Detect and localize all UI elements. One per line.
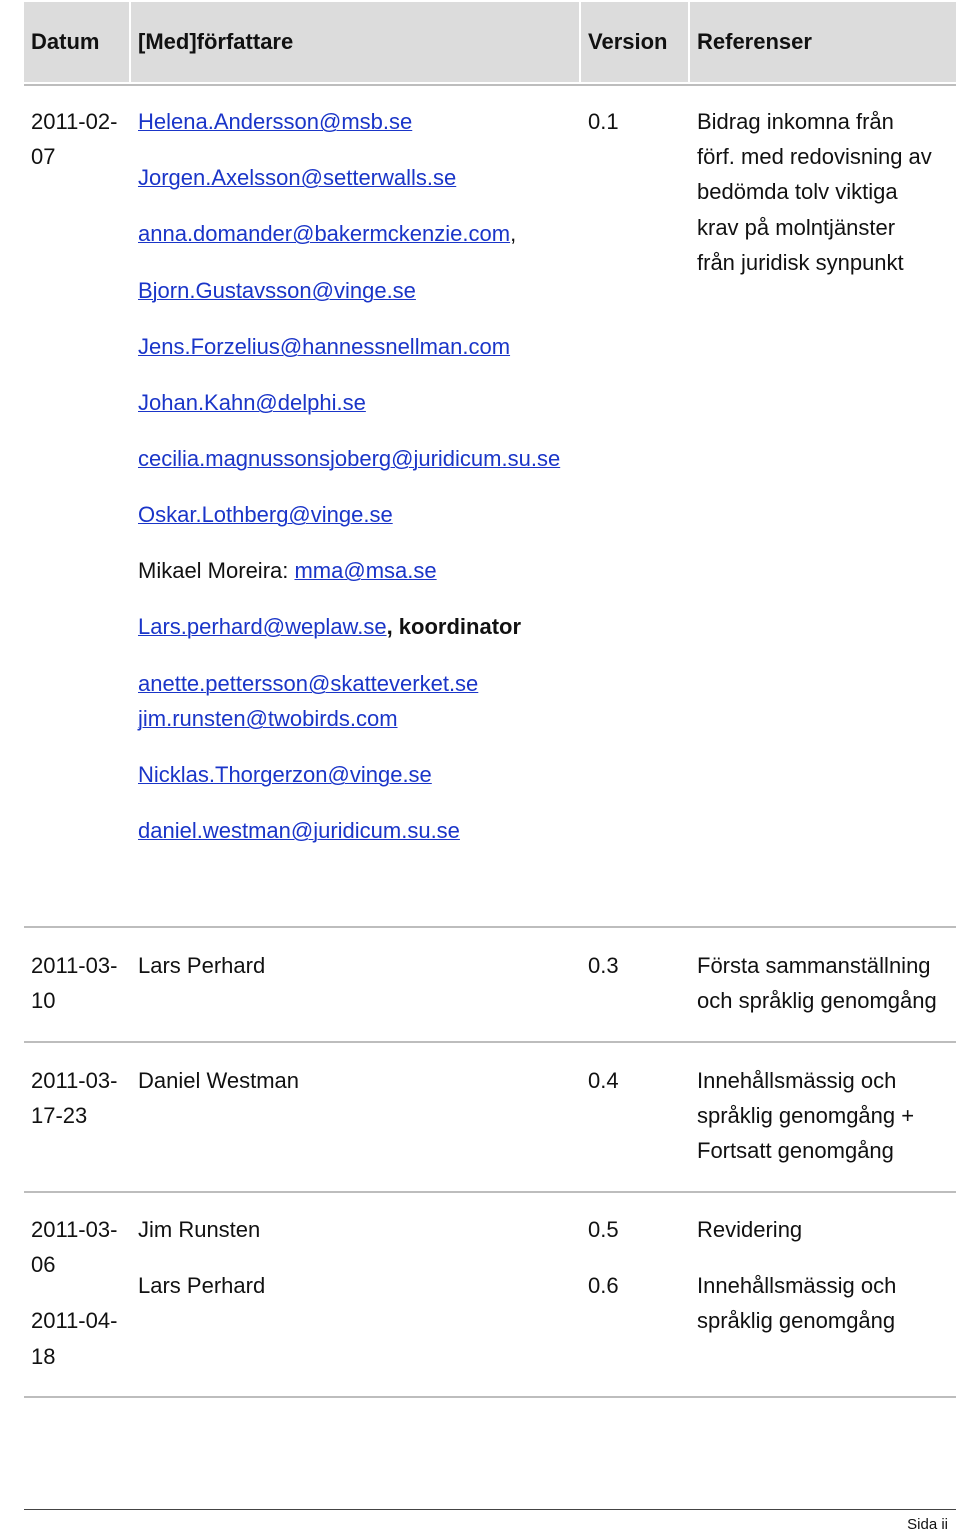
row1-reference: från juridisk synpunkt xyxy=(697,250,904,275)
email-link[interactable]: Nicklas.Thorgerzon@vinge.se xyxy=(138,762,432,787)
coordinator-label: , koordinator xyxy=(386,614,522,639)
row3-date-line2: 17-23 xyxy=(31,1103,88,1128)
row2-reference: Första sammanställning xyxy=(697,953,931,978)
row3-reference: språklig genomgång + xyxy=(697,1103,915,1128)
email-link[interactable]: mma@msa.se xyxy=(294,558,437,583)
row1-reference: bedömda tolv viktiga xyxy=(697,179,898,204)
email-link[interactable]: Helena.Andersson@msb.se xyxy=(138,109,413,134)
row3-version: 0.4 xyxy=(588,1068,619,1093)
row3-reference: Innehållsmässig och xyxy=(697,1068,897,1093)
row-divider xyxy=(24,926,956,928)
row4-reference: Revidering xyxy=(697,1217,803,1242)
row3-author: Daniel Westman xyxy=(138,1068,299,1093)
header-references: Referenser xyxy=(690,2,956,82)
page-number: Sida ii xyxy=(907,1516,948,1533)
row2-version: 0.3 xyxy=(588,953,619,978)
header-authors: [Med]författare xyxy=(131,2,579,82)
row1-reference: Bidrag inkomna från xyxy=(697,109,894,134)
row2-date-line1: 2011-03- xyxy=(31,953,118,978)
email-link[interactable]: Johan.Kahn@delphi.se xyxy=(138,390,366,415)
email-link[interactable]: daniel.westman@juridicum.su.se xyxy=(138,818,460,843)
row-divider xyxy=(24,1041,956,1043)
email-link[interactable]: Jorgen.Axelsson@setterwalls.se xyxy=(138,165,457,190)
row1-reference: förf. med redovisning av xyxy=(697,144,932,169)
row4-author: Lars Perhard xyxy=(138,1273,266,1298)
row1-date-line1: 2011-02- xyxy=(31,109,118,134)
row4-version: 0.6 xyxy=(588,1273,619,1298)
row1-version: 0.1 xyxy=(588,109,619,134)
row4-date: 18 xyxy=(31,1344,56,1369)
email-link[interactable]: Oskar.Lothberg@vinge.se xyxy=(138,502,393,527)
row-divider xyxy=(24,1191,956,1193)
row1-date-line2: 07 xyxy=(31,144,56,169)
row-divider xyxy=(24,1396,956,1398)
row4-date: 06 xyxy=(31,1252,56,1277)
email-link[interactable]: Jens.Forzelius@hannessnellman.com xyxy=(138,334,511,359)
moreira-label: Mikael Moreira: xyxy=(138,558,295,583)
email-link[interactable]: cecilia.magnussonsjoberg@juridicum.su.se xyxy=(138,446,561,471)
email-link[interactable]: anette.pettersson@skatteverket.se xyxy=(138,671,479,696)
email-link[interactable]: Lars.perhard@weplaw.se xyxy=(138,614,387,639)
row2-author: Lars Perhard xyxy=(138,953,266,978)
email-link[interactable]: jim.runsten@twobirds.com xyxy=(138,706,398,731)
row1-reference: krav på molntjänster xyxy=(697,215,896,240)
table-header xyxy=(24,2,956,86)
header-date: Datum xyxy=(24,2,129,82)
row4-reference: språklig genomgång xyxy=(697,1308,896,1333)
footer-divider xyxy=(24,1509,956,1510)
row3-date-line1: 2011-03- xyxy=(31,1068,118,1093)
row4-version: 0.5 xyxy=(588,1217,619,1242)
row4-author: Jim Runsten xyxy=(138,1217,261,1242)
row2-reference: och språklig genomgång xyxy=(697,988,937,1013)
email-link[interactable]: Bjorn.Gustavsson@vinge.se xyxy=(138,278,416,303)
comma-text: , xyxy=(510,221,517,246)
row4-date: 2011-04- xyxy=(31,1308,118,1333)
email-link[interactable]: anna.domander@bakermckenzie.com xyxy=(138,221,511,246)
row4-date: 2011-03- xyxy=(31,1217,118,1242)
row4-reference: Innehållsmässig och xyxy=(697,1273,897,1298)
row2-date-line2: 10 xyxy=(31,988,56,1013)
row3-reference: Fortsatt genomgång xyxy=(697,1138,894,1163)
header-version: Version xyxy=(581,2,688,82)
